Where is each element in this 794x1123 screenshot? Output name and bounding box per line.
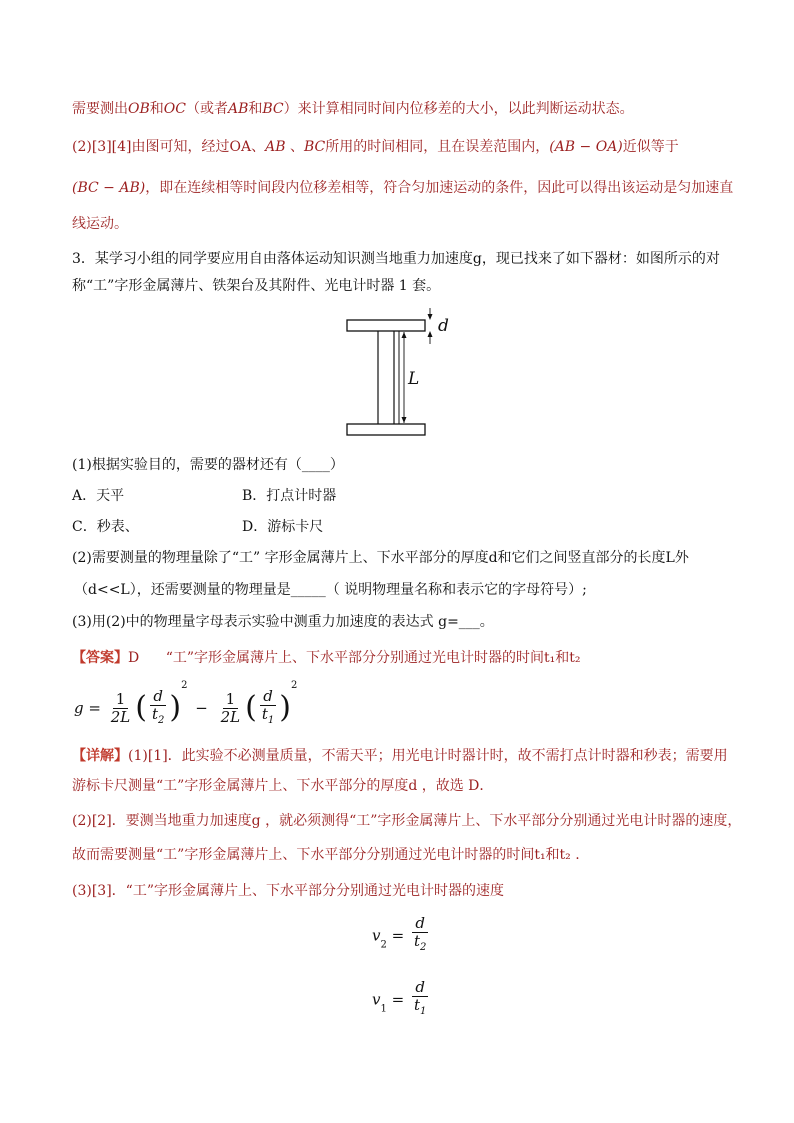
formula-lhs: g = bbox=[74, 699, 101, 717]
text: ）来计算相同时间内位移差的大小，以此判断运动状态。 bbox=[283, 101, 634, 117]
num: 1 bbox=[113, 691, 129, 709]
text: (2)[2]．要测当地重力加速度g ，就必须测得“工”字形金属薄片上、下水平部分分别通过光电计时器的速度， bbox=[72, 813, 742, 829]
expr-ab-oa: (AB − OA) bbox=[549, 139, 623, 155]
text: （或者 bbox=[185, 101, 228, 117]
power: 2 bbox=[181, 680, 188, 691]
var-ab: AB bbox=[227, 101, 249, 117]
den: 2L bbox=[110, 707, 131, 726]
prev-line-3 bbox=[72, 178, 733, 198]
text: C．秒表、 bbox=[72, 519, 139, 535]
frac-d-over-t1 bbox=[259, 688, 277, 729]
sub: 1 bbox=[380, 1003, 387, 1015]
text: 称“工”字形金属薄片、铁架台及其附件、光电计时器 1 套。 bbox=[72, 278, 441, 294]
prev-line-1 bbox=[72, 99, 634, 119]
detail-p2-line-1 bbox=[72, 811, 741, 831]
frac-d-over-t1 bbox=[411, 979, 429, 1020]
i-shape-figure bbox=[340, 308, 460, 440]
paren-close: ) bbox=[169, 690, 182, 725]
paren-close: ) bbox=[279, 690, 291, 725]
label-L: L bbox=[408, 369, 420, 389]
num: d bbox=[412, 915, 428, 933]
t: t bbox=[261, 704, 268, 723]
t: t bbox=[151, 704, 158, 723]
text: A．天平 bbox=[72, 488, 125, 504]
expr-bc-ab: (BC − AB) bbox=[72, 180, 146, 196]
paren-open: ( bbox=[135, 690, 147, 725]
prev-line-4 bbox=[72, 214, 128, 234]
text: 游标卡尺测量“工”字形金属薄片上、下水平部分的厚度d ，故选 D． bbox=[72, 778, 494, 794]
sub: 2 bbox=[380, 939, 387, 951]
power: 2 bbox=[290, 680, 298, 691]
question-stem-2 bbox=[72, 276, 440, 296]
text: (1)根据实验目的，需要的器材还有（____） bbox=[72, 457, 344, 473]
prev-line-2 bbox=[72, 137, 679, 157]
text: 和 bbox=[149, 101, 164, 117]
den bbox=[411, 997, 429, 1020]
text: 所用的时间相同，且在误差范围内， bbox=[325, 139, 550, 155]
option-c bbox=[72, 517, 139, 537]
detail-tag: 【详解】 bbox=[72, 748, 128, 764]
var-oc: OC bbox=[163, 101, 186, 117]
frac-d-over-t2 bbox=[411, 915, 429, 956]
text: 近似等于 bbox=[622, 139, 679, 155]
frac-1-over-2L bbox=[108, 691, 134, 726]
var-bc: BC bbox=[303, 139, 326, 155]
paren-open: ( bbox=[245, 690, 257, 725]
sub: 1 bbox=[267, 714, 275, 726]
formula-v2 bbox=[372, 915, 431, 956]
var-ab: AB bbox=[265, 139, 286, 155]
text: B．打点计时器 bbox=[242, 488, 337, 504]
option-d bbox=[242, 517, 323, 537]
text: (2)[3][4]由图可知，经过OA、 bbox=[72, 139, 266, 155]
equals: = bbox=[391, 990, 405, 1009]
label-d: d bbox=[438, 316, 449, 336]
question-stem-1 bbox=[72, 249, 720, 269]
formula-g bbox=[74, 680, 297, 729]
detail-p2-line-2 bbox=[72, 845, 580, 865]
top-plate bbox=[347, 320, 425, 331]
bottom-plate bbox=[347, 424, 425, 435]
frac-1-over-2L bbox=[218, 691, 244, 726]
text: 、 bbox=[285, 139, 304, 155]
text: 故而需要测量“工”字形金属薄片上、下水平部分分别通过光电计时器的时间t₁和t₂ . bbox=[72, 847, 580, 863]
den bbox=[411, 933, 429, 956]
v: v bbox=[372, 990, 381, 1009]
den: 2L bbox=[220, 707, 241, 726]
text: 和 bbox=[248, 101, 263, 117]
num: 1 bbox=[223, 691, 239, 709]
answer-tag: 【答案】 bbox=[72, 650, 128, 666]
formula-v1 bbox=[372, 979, 431, 1020]
sub: 1 bbox=[420, 1006, 427, 1017]
subquestion-1 bbox=[72, 455, 344, 475]
t: t bbox=[414, 932, 421, 950]
num: d bbox=[260, 688, 276, 706]
sub: 2 bbox=[158, 714, 165, 726]
minus: − bbox=[195, 699, 208, 717]
text: 线运动。 bbox=[72, 216, 128, 232]
subquestion-3 bbox=[72, 612, 494, 632]
answer-choice: D bbox=[128, 650, 140, 666]
var-bc: BC bbox=[262, 101, 284, 117]
num: d bbox=[150, 688, 166, 706]
den bbox=[149, 706, 167, 729]
text: （d<<L），还需要测量的物理量是_____（ 说明物理量名称和表示它的字母符号）; bbox=[74, 582, 587, 598]
text: D．游标卡尺 bbox=[242, 519, 324, 535]
subquestion-2-line-1 bbox=[72, 548, 689, 568]
frac-d-over-t2 bbox=[149, 688, 167, 729]
num: d bbox=[412, 979, 428, 997]
text: (1)[1]．此实验不必测量质量，不需天平；用光电计时器计时，故不需打点计时器和秒表；需要用 bbox=[128, 748, 728, 764]
text: 3．某学习小组的同学要应用自由落体运动知识测当地重力加速度g，现已找来了如下器材：如图所示的对 bbox=[72, 251, 720, 267]
answer-line bbox=[72, 648, 580, 668]
text: (3)[3]．“工”字形金属薄片上、下水平部分分别通过光电计时器的速度 bbox=[72, 883, 504, 899]
text: (3)用(2)中的物理量字母表示实验中测重力加速度的表达式 g=___。 bbox=[72, 614, 494, 630]
den bbox=[259, 706, 277, 729]
option-b bbox=[242, 486, 336, 506]
detail-p3 bbox=[72, 881, 504, 901]
t: t bbox=[414, 996, 421, 1014]
answer-text: “工”字形金属薄片上、下水平部分分别通过光电计时器的时间t₁和t₂ bbox=[165, 650, 581, 666]
equals: = bbox=[391, 926, 405, 945]
sub: 2 bbox=[420, 942, 427, 953]
text: (2)需要测量的物理量除了“工” 字形金属薄片上、下水平部分的厚度d和它们之间竖直部分的长度L外 bbox=[72, 550, 689, 566]
detail-p1-line-2 bbox=[72, 776, 493, 796]
v: v bbox=[372, 926, 381, 945]
detail-p1-line-1 bbox=[72, 746, 728, 766]
text: 需要测出 bbox=[72, 101, 128, 117]
text: ，即在连续相等时间段内位移差相等，符合匀加速运动的条件，因此可以得出该运动是匀加速直 bbox=[145, 180, 734, 196]
subquestion-2-line-2 bbox=[74, 580, 587, 600]
var-ob: OB bbox=[128, 101, 150, 117]
option-a bbox=[72, 486, 124, 506]
